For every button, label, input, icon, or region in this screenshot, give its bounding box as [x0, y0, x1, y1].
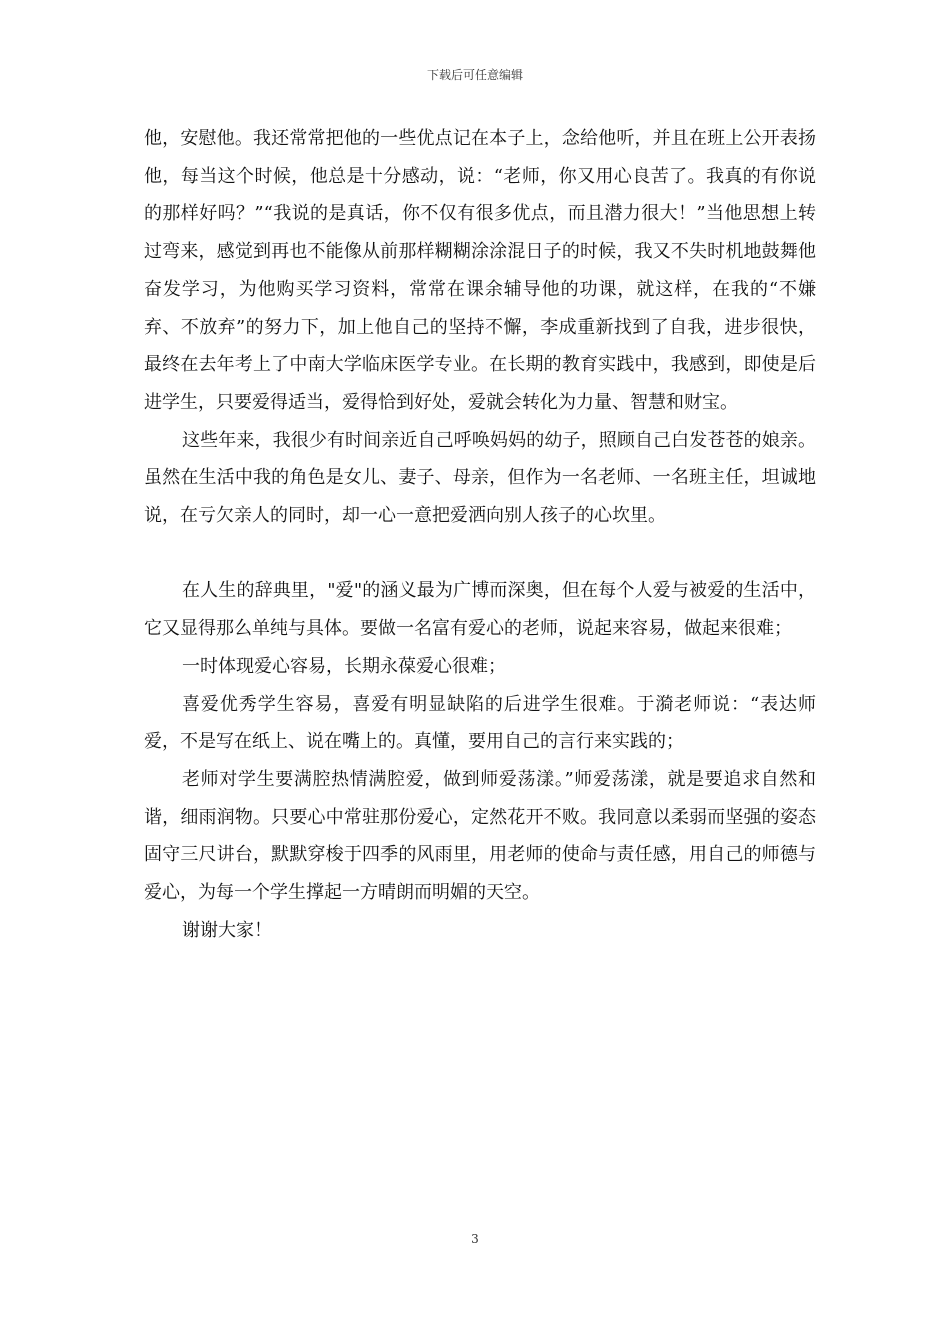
document-body [144, 120, 816, 949]
paragraph-7: 谢谢大家！ [182, 919, 272, 941]
paragraph-5: 喜爱优秀学生容易，喜爱有明显缺陷的后进学生很难。于漪老师说：“表达师爱，不是写在纸上、说在嘴上的。真懂，要用自己的言行来实践的； [144, 693, 816, 753]
paragraph-6: 老师对学生要满腔热情满腔爱，做到师爱荡漾。”师爱荡漾，就是要追求自然和谐，细雨润物。只要心中常驻那份爱心，定然花开不败。我同意以柔弱而坚强的姿态固守三尺讲台，默默穿梭于四季的风雨里，用老师的使命与责任感，用自己的师德与爱心，为每一个学生撑起一方晴朗而明媚的天空。 [144, 768, 816, 904]
page-number: 3 [471, 1232, 479, 1246]
page-header: 下载后可任意编辑 [426, 68, 523, 82]
paragraph-4: 一时体现爱心容易，长期永葆爱心很难； [182, 655, 506, 677]
paragraph-2: 这些年来，我很少有时间亲近自己呼唤妈妈的幼子，照顾自己白发苍苍的娘亲。虽然在生活中我的角色是女儿、妻子、母亲，但作为一名老师、一名班主任，坦诚地说，在亏欠亲人的同时，却一心一意把爱洒向别人孩子的心坎里。 [144, 429, 816, 527]
paragraph-3: 在人生的辞典里，"爱"的涵义最为广博而深奥，但在每个人爱与被爱的生活中，它又显得那么单纯与具体。要做一名富有爱心的老师，说起来容易，做起来很难； [144, 580, 816, 640]
paragraph-1: 他，安慰他。我还常常把他的一些优点记在本子上，念给他听，并且在班上公开表扬他，每当这个时候，他总是十分感动，说：“老师，你又用心良苦了。我真的有你说的那样好吗？”“我说的是真话，你不仅有很多优点，而且潜力很大！”当他思想上转过弯来，感觉到再也不能像从前那样糊糊涂涂混日子的时候，我又不失时机地鼓舞他奋发学习，为他购买学习资料，常常在课余辅导他的功课，就这样，在我的“不嫌弃、不放弃”的努力下，加上他自己的坚持不懈，李成重新找到了自我，进步很快，最终在去年考上了中南大学临床医学专业。在长期的教育实践中，我感到，即使是后进学生，只要爱得适当，爱得恰到好处，爱就会转化为力量、智慧和财宝。 [144, 128, 816, 413]
paragraph-gap [144, 535, 816, 573]
